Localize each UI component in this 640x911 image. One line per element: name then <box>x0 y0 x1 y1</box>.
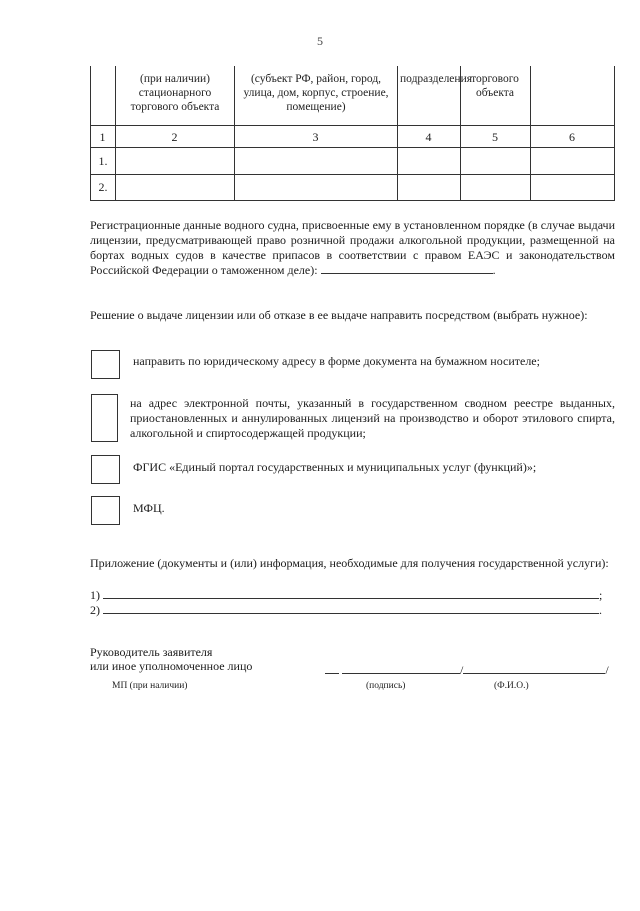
column-number: 4 <box>425 130 432 144</box>
option-checkbox-gosuslugi[interactable] <box>91 455 120 484</box>
option-checkbox-mfc[interactable] <box>91 496 120 525</box>
attachment-input-line-1[interactable] <box>103 588 599 599</box>
table-row-number: 2. <box>98 180 108 194</box>
seal-label: МП (при наличии) <box>112 681 188 691</box>
signature-input-line[interactable] <box>342 663 460 674</box>
table-row-number: 1. <box>98 154 108 168</box>
option-checkbox-legal-address[interactable] <box>91 350 120 379</box>
table-row-line <box>90 200 615 201</box>
fio-caption: (Ф.И.О.) <box>494 681 529 691</box>
option-checkbox-email[interactable] <box>91 394 118 442</box>
attachment-item-label: 2) <box>90 603 100 617</box>
option-label-gosuslugi: ФГИС «Единый портал государственных и муниципальных услуг (функций)»; <box>133 460 537 474</box>
premises-table <box>90 66 615 201</box>
signature-lines: / / <box>325 663 609 678</box>
column-number: 6 <box>569 130 575 144</box>
registration-input-line[interactable] <box>321 263 493 274</box>
table-header-5: торгового объекта <box>471 73 519 99</box>
option-label-mfc: МФЦ. <box>133 501 165 515</box>
column-number: 5 <box>492 130 498 144</box>
signatory-line-1: Руководитель заявителя <box>90 645 213 659</box>
attachment-item-1: 1) ; <box>90 588 603 602</box>
page-number: 5 <box>317 34 323 48</box>
attachment-item-label: 1) <box>90 588 100 602</box>
fio-input-line[interactable] <box>463 663 605 674</box>
column-number: 1 <box>99 130 106 144</box>
table-border-right <box>614 66 615 201</box>
attachment-input-line-2[interactable] <box>103 603 599 614</box>
table-row-line <box>90 125 615 126</box>
signature-caption: (подпись) <box>366 681 406 691</box>
table-header-3: (субъект РФ, район, город, улица, дом, корпус, строение, помещение) <box>243 73 389 113</box>
table-row-line <box>90 174 615 175</box>
signatory-title <box>90 645 252 673</box>
vessel-registration-paragraph: Регистрационные данные водного судна, присвоенные ему в установленном порядке (в случае выдачи лицензии, предусматривающей право розничной продажи алкогольной продукции, размещенной на бортах водных судов в качестве припасов в соответствии с правом ЕАЭС и законодательством Российской Федерации о таможенном деле): . <box>90 218 615 277</box>
column-number: 3 <box>312 130 319 144</box>
table-row-line <box>90 147 615 148</box>
attachment-item-2: 2) . <box>90 603 602 617</box>
signature-dash <box>325 663 339 674</box>
vessel-registration-text: Регистрационные данные водного судна, присвоенные ему в установленном порядке (в случае выдачи лицензии, предусматривающей право розничной продажи алкогольной продукции, размещенной на бортах водных судов в качестве припасов в соответствии с правом ЕАЭС и законодательством Российской Федерации о таможенном деле): <box>90 218 615 277</box>
attachment-text: Приложение (документы и (или) информация, необходимые для получения государственной услуги): <box>90 556 609 570</box>
option-label-legal-address: направить по юридическому адресу в форме документа на бумажном носителе; <box>133 354 540 368</box>
column-number: 2 <box>171 130 178 144</box>
decision-text: Решение о выдаче лицензии или об отказе в ее выдаче направить посредством (выбрать нужное): <box>90 308 588 322</box>
table-header-2: (при наличии) стационарного торгового объекта <box>130 73 220 113</box>
table-header-4: подразделения <box>400 73 473 85</box>
option-label-email: на адрес электронной почты, указанный в государственном сводном реестре выданных, приостановленных и аннулированных лицензий на производство и оборот этилового спирта, алкогольной и спиртосодержащей продукции; <box>130 396 615 440</box>
signatory-line-2: или иное уполномоченное лицо <box>90 659 253 673</box>
